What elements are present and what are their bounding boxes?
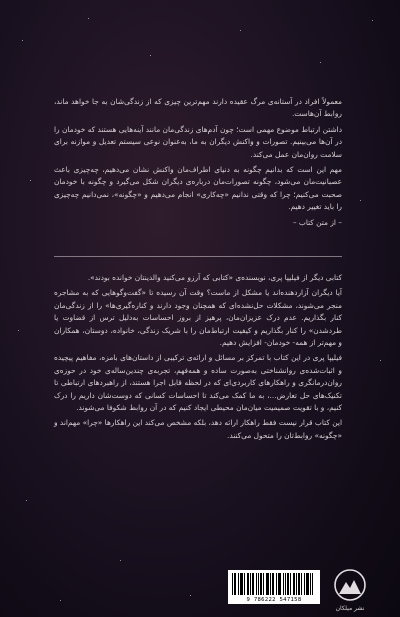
- back-cover-excerpt: [54, 96, 342, 232]
- isbn-number: 9 786222 547158: [246, 597, 302, 603]
- description-paragraph-3: فیلیپا پری در این کتاب با تمرکز بر مسائل و ارائه‌ی ترکیبی از داستان‌های بامزه، مفاهیم پیچیده و اثبات‌شده‌ی روانشناختی به‌صورت ساده و همه‌فهم، تجربه‌ی چندین‌ساله‌ی خود در حوزه‌ی روان‌درمانگری و راهکارهای کاربردی‌ای که در لحظه قابل اجرا هستند، از راهبردهای ارتباطی تا تکنیک‌های حل تعارض...، به ما کمک می‌کند تا احساسات کسانی که دوست‌شان داریم را درک کنیم، و با تقویت صمیمیت میان‌مان محیطی ایجاد کنیم که در آن روابط شکوفا می‌شوند.: [54, 353, 342, 413]
- isbn-barcode: [228, 570, 320, 604]
- publisher-logo-icon: [333, 568, 367, 608]
- description-paragraph-1: کتابی دیگر از فیلیپا پری، نویسنده‌ی «کتابی که آرزو می‌کنید والدینتان خوانده بودند».: [87, 273, 342, 282]
- excerpt-paragraph-2: داشتن ارتباط موضوع مهمی است؛ چون آدم‌های زندگی‌مان مانند آینه‌هایی هستند که خودمان را در آن‌ها می‌بینیم. تصورات و واکنش دیگران به ما، به‌عنوان نوعی سیستم تعدیل و موازنه برای سلامت روان‌مان عمل می‌کند.: [54, 124, 342, 159]
- description-paragraph-2: آیا دیگران آزاردهنده‌اند یا مشکل از ماست؟ وقت آن رسیده تا «گفت‌وگوهایی که به مشاجره منجر می‌شوند، مشکلات حل‌نشده‌ای که همچنان وجود دارند و کناره‌گیری‌ها» را از زندگی‌مان کنار بگذاریم. عدم درک عزیزان‌مان، پرهیز از بروز احساسات به‌دلیل ترس از قضاوت یا طردشدن» را کنار بگذاریم و کیفیت ارتباط‌مان را با شریک زندگی، خانواده، دوستان، همکاران و مهم‌تر از همه- خودمان- افزایش دهیم.: [54, 288, 342, 348]
- excerpt-paragraph-1: معمولاً افراد در آستانه‌ی مرگ عقیده دارند مهم‌ترین چیزی که از زندگی‌شان به جا خواهد ماند، روابط آن‌هاست.: [54, 97, 342, 119]
- barcode-bars: [232, 573, 316, 595]
- publisher-name: نشر میلکان: [335, 605, 365, 612]
- excerpt-paragraph-3: مهم این است که بدانیم چگونه به دنیای اطراف‌مان واکنش نشان می‌دهیم، چه‌چیزی باعث عصبانیت‌مان می‌شود، چگونه تصورات‌مان دربار‌ه‌ی دیگران شکل می‌گیرد و چگونه با خودمان صحبت می‌کنیم؛ چرا که وقتی ندانیم «چه‌کاری» انجام می‌دهیم و «چگونه»، نمی‌دانیم چه‌چیزی را باید تغییر دهیم.: [54, 165, 342, 212]
- section-divider: [54, 256, 342, 257]
- book-description: [54, 272, 342, 445]
- description-paragraph-4: این کتاب قرار نیست فقط راهکار ارائه دهد، بلکه مشخص می‌کند این راهکارها «چرا» مهم‌اند و «چگونه» روابط‌تان را متحول می‌کنند.: [54, 418, 342, 440]
- excerpt-source: – از متن کتاب –: [292, 217, 342, 227]
